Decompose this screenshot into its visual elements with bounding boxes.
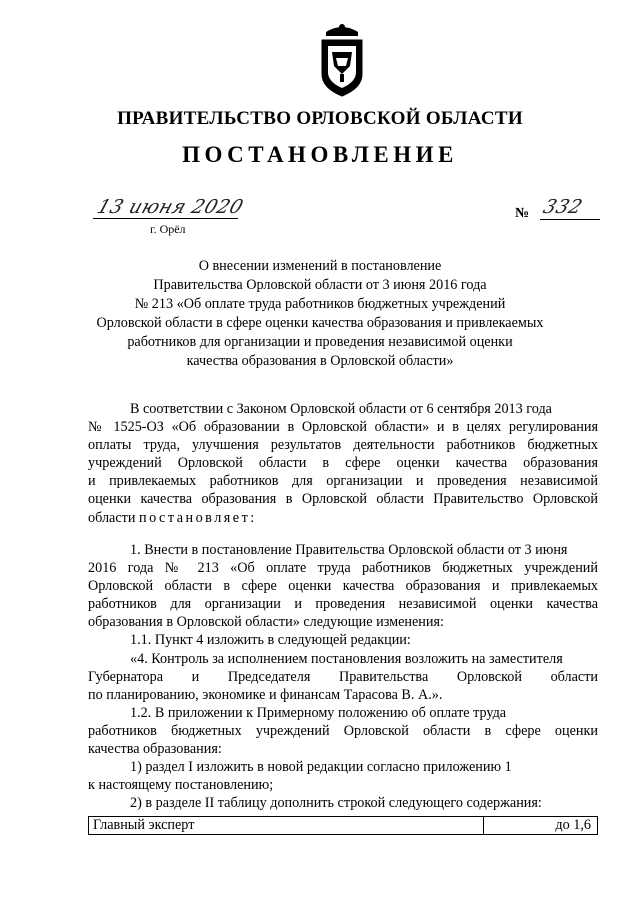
- preamble-last-line: [88, 509, 598, 527]
- subitem-1-line: 1) раздел I изложить в новой редакции согласно приложению 1: [130, 759, 512, 776]
- preamble-line: В соответствии с Законом Орловской области от 6 сентября 2013 года: [130, 401, 552, 417]
- item-1-2-line: работников бюджетных учреждений Орловской области в сфере оценки: [88, 722, 598, 739]
- preamble-line: и привлекаемых работников для организации и проведения независимой: [88, 473, 598, 490]
- item-1-line: работников для организации и проведения независимой оценки качества: [88, 596, 598, 613]
- item-1-1-line: по планированию, экономике и финансам Тарасова В. А.».: [88, 686, 443, 703]
- date-underline: [93, 218, 238, 219]
- heading-line: работников для организации и проведения независимой оценки: [127, 334, 513, 350]
- coat-of-arms-emblem: [316, 22, 368, 100]
- heading-line: О внесении изменений в постановление: [198, 258, 442, 274]
- heading-line: Правительства Орловской области от 3 июня 2016 года: [153, 277, 487, 293]
- coefficient-table-row: [88, 816, 598, 835]
- government-title: ПРАВИТЕЛЬСТВО ОРЛОВСКОЙ ОБЛАСТИ: [117, 108, 523, 129]
- preamble-line: оценки качества образования в Орловской области Правительство Орловской: [88, 491, 598, 508]
- item-1-paragraph: [88, 541, 598, 812]
- item-1-1-line: «4. Контроль за исполнением постановления возложить на заместителя: [130, 650, 563, 667]
- item-1-line: 1. Внести в постановление Правительства Орловской области от 3 июня: [130, 542, 568, 558]
- resolves-word: постановляет:: [138, 509, 257, 526]
- number-underline: [540, 219, 600, 220]
- heading-line: качества образования в Орловской области»: [186, 353, 454, 369]
- item-1-line: Орловской области в сфере оценки качества образования и привлекаемых: [88, 578, 598, 595]
- preamble-line: оплаты труда, улучшения результатов деятельности работников бюджетных: [88, 437, 598, 454]
- city: г. Орёл: [150, 222, 186, 236]
- subitem-1-line: к настоящему постановлению;: [88, 777, 274, 794]
- item-1-line: 2016 года № 213 «Об оплате труда работников бюджетных учреждений: [88, 560, 598, 577]
- item-1-1-line: Губернатора и Председателя Правительства Орловской области: [88, 668, 598, 685]
- table-cell-position: Главный эксперт: [89, 817, 484, 834]
- item-1-line: образования в Орловской области» следующие изменения:: [88, 614, 444, 631]
- preamble-line: учреждений Орловской области в сфере оценки качества образования: [88, 455, 598, 472]
- heading-line: № 213 «Об оплате труда работников бюджетных учреждений: [134, 296, 506, 312]
- item-1-2-line: 1.2. В приложении к Примерному положению об оплате труда: [130, 704, 507, 721]
- number-label: №: [515, 206, 530, 221]
- preamble-last-prefix: области: [88, 509, 139, 526]
- preamble-paragraph: [88, 400, 598, 527]
- document-type-title: ПОСТАНОВЛЕНИЕ: [182, 142, 458, 167]
- handwritten-date: 13 июня 2020: [94, 196, 247, 218]
- preamble-line: № 1525-ОЗ «Об образовании в Орловской области» и в целях регулирования: [88, 419, 598, 436]
- heading-line: Орловской области в сфере оценки качества образования и привлекаемых: [96, 315, 544, 331]
- item-1-2-line: качества образования:: [88, 741, 222, 758]
- item-1-1-title: 1.1. Пункт 4 изложить в следующей редакции:: [130, 632, 411, 649]
- document-heading: [80, 257, 560, 371]
- subitem-2-line: 2) в разделе II таблицу дополнить строкой следующего содержания:: [130, 795, 542, 812]
- table-cell-coefficient: до 1,6: [555, 817, 591, 833]
- handwritten-number: 332: [540, 196, 586, 218]
